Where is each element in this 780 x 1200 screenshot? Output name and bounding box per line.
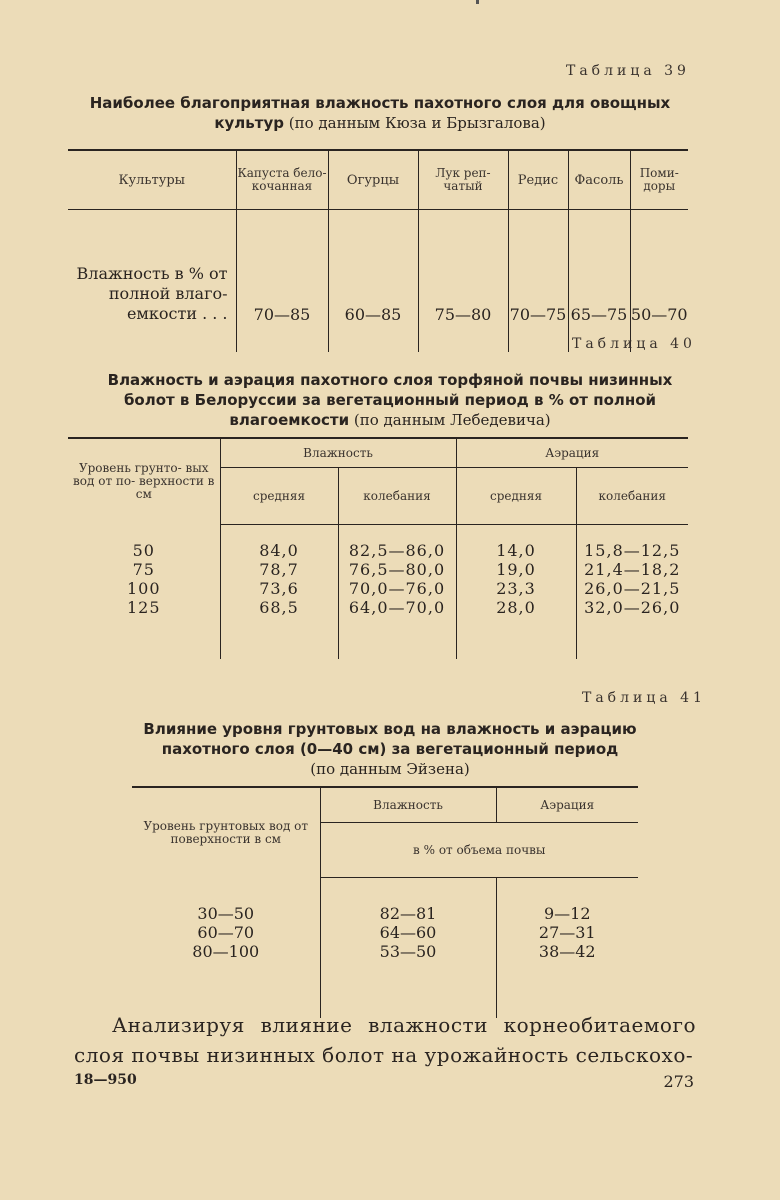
table-39-caption: Таблица 39 <box>566 63 690 79</box>
row-label: Влажность в % от полной влаго- емкости . . . <box>76 264 228 323</box>
value: 9—12 <box>543 904 591 923</box>
value: 64—60 <box>379 923 437 942</box>
value-cell: 70—85 <box>236 210 328 353</box>
value-cell: 75—80 <box>418 210 508 353</box>
table-40-title <box>100 370 680 430</box>
moisture-header: Влажность <box>320 787 496 823</box>
table-39 <box>68 149 688 352</box>
level-column <box>68 525 220 660</box>
aeration-range-column <box>576 525 688 660</box>
value: 82,5—86,0 <box>348 541 446 560</box>
table-39-data-row <box>68 210 688 353</box>
table-41-title <box>110 719 670 779</box>
value: 23,3 <box>496 579 536 598</box>
print-speck <box>476 0 479 4</box>
table-39-header-row <box>68 150 688 210</box>
value: 19,0 <box>496 560 536 579</box>
value: 26,0—21,5 <box>584 579 681 598</box>
value: 64,0—70,0 <box>348 598 446 617</box>
header-cell: Редис <box>508 150 568 210</box>
table-40-header-row <box>68 438 688 468</box>
moisture-avg-column <box>220 525 338 660</box>
aeration-avg-column <box>456 525 576 660</box>
unit-header: в % от объема почвы <box>320 823 638 878</box>
subheader-cell: колебания <box>338 468 456 525</box>
table-39-title-text: Наиболее благоприятная влажность пахотного слоя для овощных культур <box>89 94 671 132</box>
body-paragraph <box>74 1010 696 1070</box>
header-cell: Капуста бело- кочанная <box>236 150 328 210</box>
value: 53—50 <box>379 942 437 961</box>
level-value: 100 <box>126 578 161 598</box>
table-39-title <box>80 93 680 133</box>
value: 27—31 <box>538 923 596 942</box>
value: 15,8—12,5 <box>584 541 681 560</box>
value: 70,0—76,0 <box>348 579 446 598</box>
value: 78,7 <box>259 560 299 579</box>
subheader-cell: средняя <box>456 468 576 525</box>
level-value: 60—70 <box>197 922 255 942</box>
level-value: 125 <box>126 597 161 617</box>
value: 32,0—26,0 <box>584 598 681 617</box>
table-41-title-text: Влияние уровня грунтовых вод на влажность и аэрацию пахотного слоя (0—40 см) за вегетационный период <box>143 720 637 758</box>
level-header: Уровень грунто- вых вод от по- верхности в см <box>73 461 215 502</box>
value-cell: 70—75 <box>508 210 568 353</box>
level-value: 80—100 <box>192 941 260 961</box>
level-value: 30—50 <box>197 903 255 923</box>
table-40-body <box>68 525 688 660</box>
table-40-source: (по данным Лебедевича) <box>353 411 551 429</box>
table-40 <box>68 437 688 659</box>
value: 28,0 <box>496 598 536 617</box>
header-cell: Поми- доры <box>630 150 688 210</box>
header-cell: Лук реп- чатый <box>418 150 508 210</box>
table-41-caption: Таблица 41 <box>582 690 706 706</box>
value-cell: 50—70 <box>630 210 688 353</box>
value: 84,0 <box>259 541 299 560</box>
printer-signature: 18—950 <box>74 1072 137 1088</box>
value: 21,4—18,2 <box>584 560 681 579</box>
value-cell: 60—85 <box>328 210 418 353</box>
table-40-caption: Таблица 40 <box>572 336 696 352</box>
level-value: 50 <box>132 540 155 560</box>
moisture-column <box>320 878 496 1019</box>
paragraph-text: Анализируя влияние влажности корнеобитаемого слоя почвы низинных болот на урожайность сельскохо- <box>74 1013 696 1067</box>
level-value: 75 <box>132 559 155 579</box>
header-cell: Огурцы <box>328 150 418 210</box>
aeration-group-header: Аэрация <box>456 438 688 468</box>
table-41 <box>132 786 638 1018</box>
header-cell: Культуры <box>68 150 236 210</box>
value: 68,5 <box>259 598 299 617</box>
value: 73,6 <box>259 579 299 598</box>
level-header: Уровень грунтовых вод от поверхности в см <box>143 818 309 846</box>
value-cell: 65—75 <box>568 210 630 353</box>
moisture-range-column <box>338 525 456 660</box>
header-cell: Фасоль <box>568 150 630 210</box>
subheader-cell: средняя <box>220 468 338 525</box>
aeration-column <box>496 878 638 1019</box>
table-41-body <box>132 878 638 1019</box>
subheader-cell: колебания <box>576 468 688 525</box>
table-40-title-text: Влажность и аэрация пахотного слоя торфяной почвы низинных болот в Белоруссии за вегетационный период в % от полной влагоемкости <box>107 371 673 429</box>
aeration-header: Аэрация <box>496 787 638 823</box>
value: 38—42 <box>538 942 596 961</box>
value: 14,0 <box>496 541 536 560</box>
value: 76,5—80,0 <box>348 560 446 579</box>
page-number: 273 <box>663 1072 694 1091</box>
moisture-group-header: Влажность <box>220 438 456 468</box>
table-41-source: (по данным Эйзена) <box>310 760 470 778</box>
level-column <box>132 878 320 1019</box>
value: 82—81 <box>379 904 437 923</box>
table-39-source: (по данным Кюза и Брызгалова) <box>288 114 546 132</box>
table-41-header-row <box>132 787 638 823</box>
